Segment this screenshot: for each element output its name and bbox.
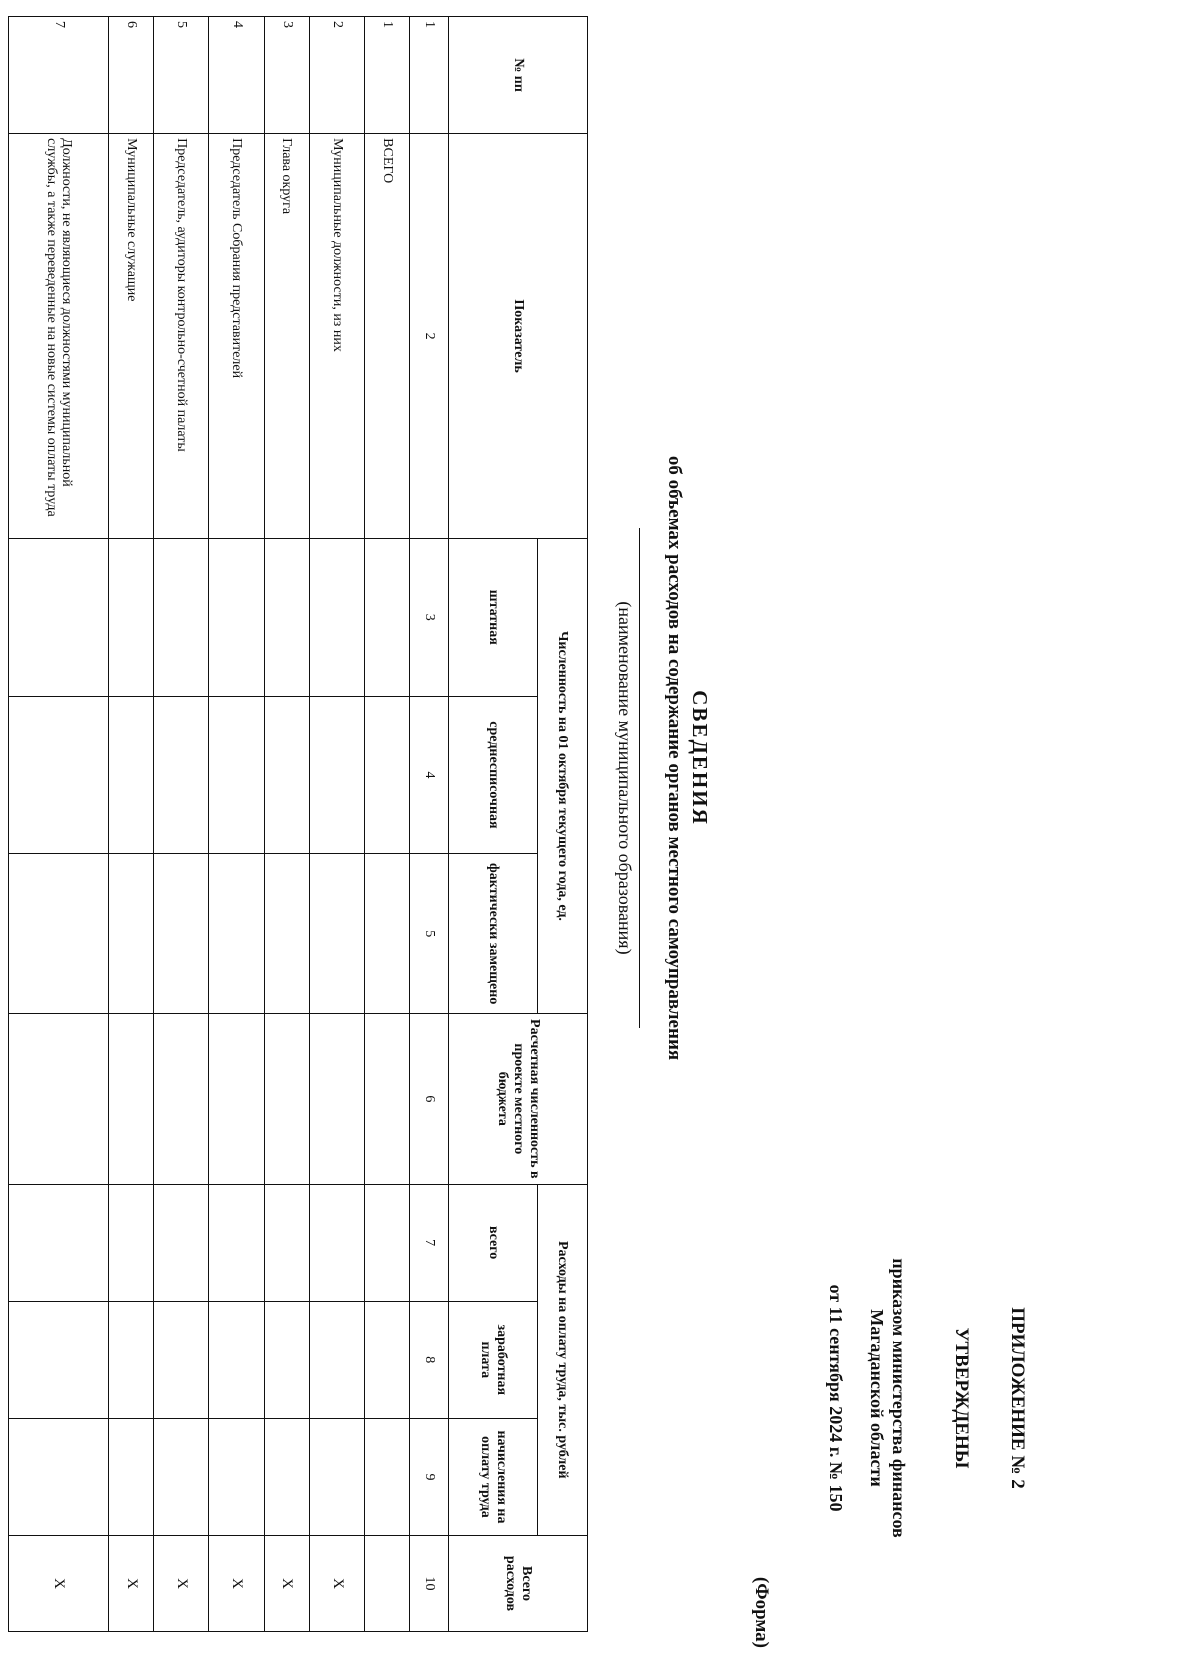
cell-calc xyxy=(265,1014,310,1184)
header-pay-total: всего xyxy=(448,1184,537,1301)
title-main: СВЕДЕНИЯ xyxy=(688,690,712,826)
cell-pay-total xyxy=(109,1184,154,1301)
row-num: 7 xyxy=(9,17,109,134)
cell-staff-regular xyxy=(9,538,109,696)
cell-staff-average xyxy=(153,696,209,854)
municipality-caption: (наименование муниципального образования) xyxy=(614,528,640,1028)
col-number: 2 xyxy=(409,134,448,539)
cell-total xyxy=(365,1536,410,1632)
order-date: от 11 сентября 2024 г. № 150 xyxy=(826,1284,846,1512)
cell-total: Х xyxy=(153,1536,209,1632)
cell-total: Х xyxy=(109,1536,154,1632)
cell-staff-filled xyxy=(153,854,209,1014)
cell-calc xyxy=(209,1014,265,1184)
col-number: 8 xyxy=(409,1301,448,1418)
col-number: 7 xyxy=(409,1184,448,1301)
cell-pay-total xyxy=(209,1184,265,1301)
cell-pay-salary xyxy=(9,1301,109,1418)
header-staff-regular: штатная xyxy=(448,538,537,696)
cell-staff-average xyxy=(209,696,265,854)
column-number-row xyxy=(409,17,448,1632)
header-indicator: Показатель xyxy=(448,134,587,539)
row-num: 6 xyxy=(109,17,154,134)
header-staff-group: Численность на 01 октября текущего года, ед. xyxy=(537,538,587,1013)
cell-staff-average xyxy=(265,696,310,854)
cell-staff-regular xyxy=(209,538,265,696)
table-row xyxy=(9,17,109,1632)
cell-staff-average xyxy=(309,696,365,854)
cell-total: Х xyxy=(209,1536,265,1632)
cell-total: Х xyxy=(265,1536,310,1632)
approval-block xyxy=(825,1168,1070,1628)
cell-pay-charges xyxy=(9,1418,109,1535)
col-number: 3 xyxy=(409,538,448,696)
cell-staff-regular xyxy=(153,538,209,696)
cell-pay-salary xyxy=(365,1301,410,1418)
table-row xyxy=(153,17,209,1632)
table-row xyxy=(109,17,154,1632)
row-num: 5 xyxy=(153,17,209,134)
header-staff-filled: фактически замещено xyxy=(448,854,537,1014)
col-number: 5 xyxy=(409,854,448,1014)
document-title xyxy=(663,308,712,1208)
row-indicator: Председатель Собрания представителей xyxy=(209,134,265,539)
cell-pay-charges xyxy=(365,1418,410,1535)
row-indicator: Муниципальные должности, из них xyxy=(309,134,365,539)
table-row xyxy=(309,17,365,1632)
cell-pay-charges xyxy=(309,1418,365,1535)
row-indicator: Глава округа xyxy=(265,134,310,539)
cell-pay-charges xyxy=(109,1418,154,1535)
cell-pay-salary xyxy=(265,1301,310,1418)
row-indicator: Должности, не являющиеся должностями муниципальной службы, а также переведенные на новые системы оплаты труда xyxy=(9,134,109,539)
cell-total: Х xyxy=(309,1536,365,1632)
col-number: 6 xyxy=(409,1014,448,1184)
cell-pay-total xyxy=(365,1184,410,1301)
cell-pay-salary xyxy=(109,1301,154,1418)
title-subtitle: об объемах расходов на содержание органов местного самоуправления xyxy=(664,455,685,1061)
row-num: 1 xyxy=(365,17,410,134)
cell-staff-regular xyxy=(365,538,410,696)
cell-staff-average xyxy=(365,696,410,854)
order-issuer-line1: приказом министерства финансов xyxy=(889,1258,909,1538)
annex-number: ПРИЛОЖЕНИЕ № 2 xyxy=(1007,1307,1028,1489)
row-num: 3 xyxy=(265,17,310,134)
cell-calc xyxy=(309,1014,365,1184)
col-number: 10 xyxy=(409,1536,448,1632)
table-row xyxy=(265,17,310,1632)
header-total: Всего расходов xyxy=(448,1536,587,1632)
header-num: № пп xyxy=(448,17,587,134)
order-issuer xyxy=(866,1168,910,1628)
col-number: 4 xyxy=(409,696,448,854)
cell-pay-total xyxy=(265,1184,310,1301)
header-staff-average: среднесписочная xyxy=(448,696,537,854)
cell-staff-regular xyxy=(265,538,310,696)
row-indicator: Председатель, аудиторы контрольно-счетной палаты xyxy=(153,134,209,539)
cell-calc xyxy=(153,1014,209,1184)
cell-staff-filled xyxy=(109,854,154,1014)
cell-calc xyxy=(109,1014,154,1184)
header-pay-salary: заработная плата xyxy=(448,1301,537,1418)
cell-staff-filled xyxy=(365,854,410,1014)
cell-pay-salary xyxy=(209,1301,265,1418)
header-pay-charges: начисления на оплату труда xyxy=(448,1418,537,1535)
cell-pay-charges xyxy=(265,1418,310,1535)
order-issuer-line2: Магаданской области xyxy=(867,1309,887,1487)
cell-staff-regular xyxy=(309,538,365,696)
expenses-table xyxy=(8,16,588,1632)
form-label: (Форма) xyxy=(751,1576,772,1648)
cell-pay-total xyxy=(9,1184,109,1301)
cell-calc xyxy=(365,1014,410,1184)
col-number: 1 xyxy=(409,17,448,134)
approved-label: УТВЕРЖДЕНЫ xyxy=(951,1327,972,1469)
cell-pay-salary xyxy=(309,1301,365,1418)
cell-pay-salary xyxy=(153,1301,209,1418)
table-row xyxy=(365,17,410,1632)
rotated-page xyxy=(0,8,1070,1648)
cell-staff-average xyxy=(9,696,109,854)
cell-staff-filled xyxy=(265,854,310,1014)
cell-pay-total xyxy=(309,1184,365,1301)
header-calc: Расчетная численность в проекте местного бюджета xyxy=(448,1014,587,1184)
cell-staff-regular xyxy=(109,538,154,696)
cell-staff-filled xyxy=(9,854,109,1014)
cell-pay-charges xyxy=(209,1418,265,1535)
cell-staff-filled xyxy=(209,854,265,1014)
col-number: 9 xyxy=(409,1418,448,1535)
row-num: 2 xyxy=(309,17,365,134)
row-indicator: Муниципальные служащие xyxy=(109,134,154,539)
row-num: 4 xyxy=(209,17,265,134)
cell-total: Х xyxy=(9,1536,109,1632)
cell-staff-average xyxy=(109,696,154,854)
header-row-1 xyxy=(537,17,587,1632)
cell-staff-filled xyxy=(309,854,365,1014)
cell-pay-charges xyxy=(153,1418,209,1535)
cell-calc xyxy=(9,1014,109,1184)
header-pay-group: Расходы на оплату труда, тыс. рублей xyxy=(537,1184,587,1536)
table-row xyxy=(209,17,265,1632)
cell-pay-total xyxy=(153,1184,209,1301)
row-indicator: ВСЕГО xyxy=(365,134,410,539)
